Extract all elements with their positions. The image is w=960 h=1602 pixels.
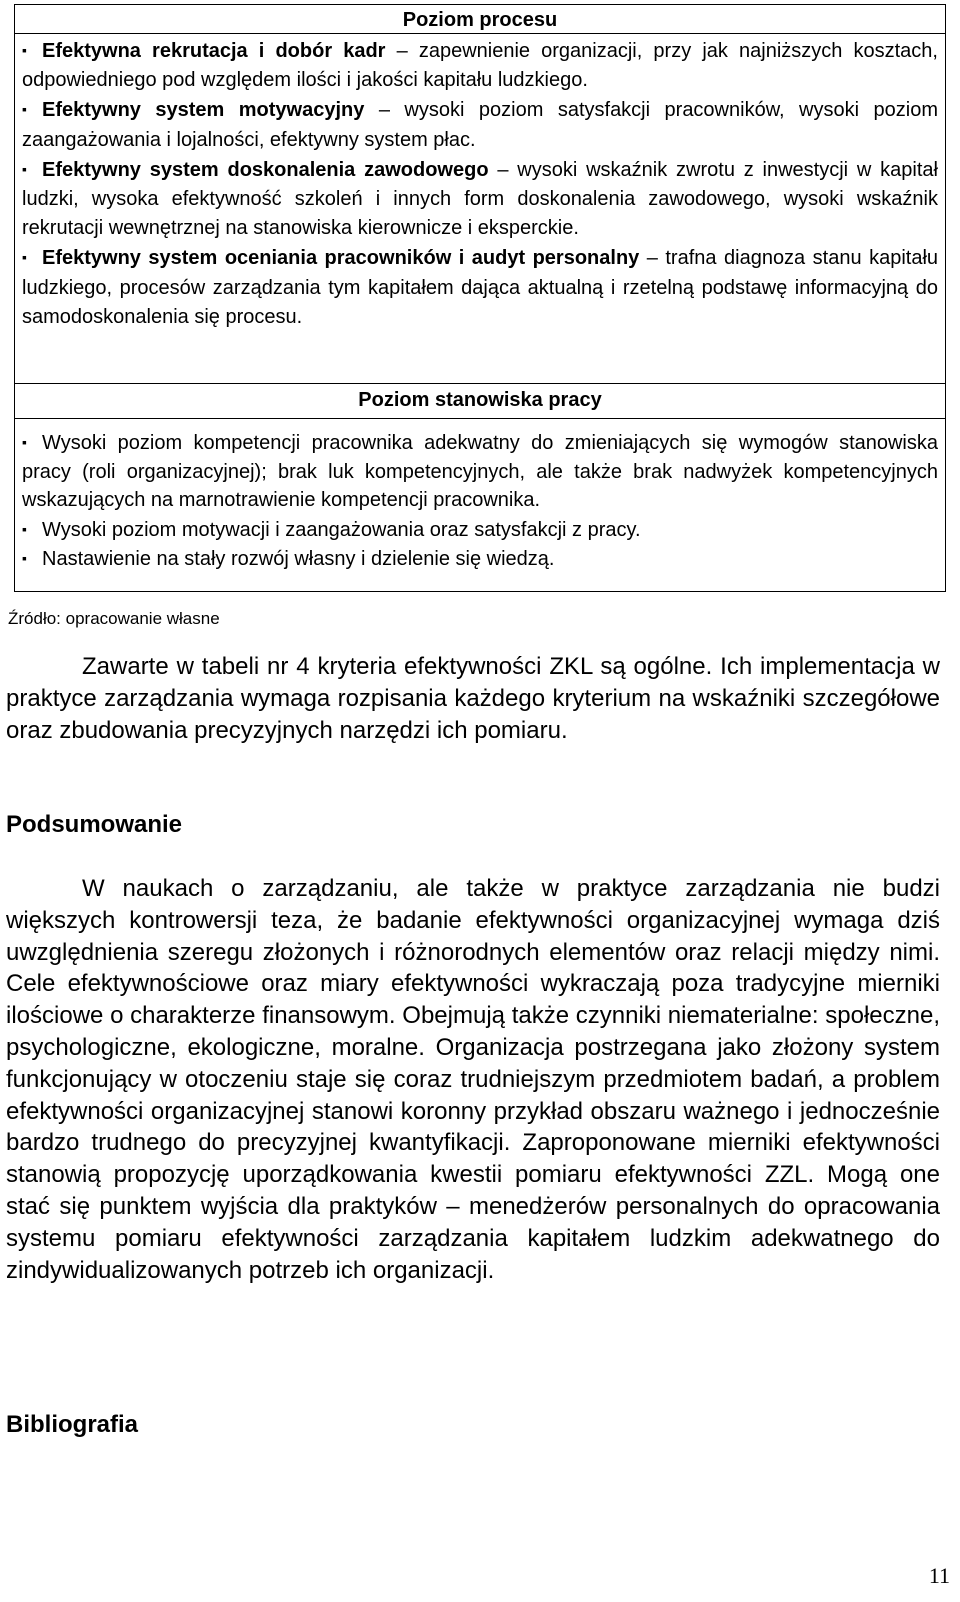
summary-paragraph: W naukach o zarządzaniu, ale także w praktyce zarządzania nie budzi większych kontrowersji teza, że badanie efektywności organizacyjnej wymaga dziś uwzględnienia szeregu złożonych i różnorodnych elementów oraz relacji między nimi. Cele efektywnościowe oraz miary efektywności wykraczają poza tradycyjne mierniki ilościowe o charakterze finansowym. Obejmują także czynniki niematerialne: społeczne, psychologiczne, ekologiczne, moralne. Organizacja postrzegana jako złożony system funkcjonujący w otoczeniu staje się coraz trudniejszym przedmiotem badań, a problem efektywności organizacyjnej stanowi koronny przykład obszaru ważnego i jednocześnie bardzo trudnego do precyzyjnej kwantyfikacji. Zaproponowane mierniki efektywności stanowią propozycję uporządkowania kwestii pomiaru efektywności ZZL. Mogą one stać się punktem wyjścia dla praktyków – menedżerów personalnych do opracowania systemu pomiaru efektywności zarządzania kapitałem ludzkim adekwatnego do zindywidualizowanych potrzeb ich organizacji. (6, 875, 940, 1284)
process-level-items (22, 36, 938, 332)
workplace-level-items (22, 428, 938, 574)
section-divider (14, 383, 946, 384)
bullet-icon: ▪ (22, 160, 27, 177)
item-text: – wysoki wskaźnik zwrotu z inwestycji w kapitał ludzki, wysoka efektywność szkoleń i innych form doskonalenia zawodowego, wysoki wskaźnik rekrutacji wewnętrznej na stanowiska kierownicze i eksperckie. (22, 158, 938, 240)
table-source: Źródło: opracowanie własne (8, 609, 220, 628)
header-divider (14, 33, 946, 34)
workplace-level-header: Poziom stanowiska pracy (358, 389, 602, 411)
item-text: – trafna diagnoza stanu kapitału ludzkiego, procesów zarządzania tym kapitałem dająca aktualną i rzetelną podstawę informacyjną do samodoskonalenia się procesu. (22, 247, 939, 328)
item-text: Nastawienie na stały rozwój własny i dzielenie się wiedzą. (42, 548, 555, 570)
body-paragraph: Zawarte w tabeli nr 4 kryteria efektywności ZKL są ogólne. Ich implementacja w praktyce zarządzania wymaga rozpisania każdego kryterium na wskaźniki szczegółowe oraz zbudowania precyzyjnych narzędzi ich pomiaru. (6, 653, 940, 744)
bullet-icon: ▪ (22, 520, 27, 537)
item-lead: Efektywny system oceniania pracowników i audyt personalny (42, 247, 640, 270)
bibliography-heading: Bibliografia (6, 1411, 139, 1438)
item-text: – wysoki poziom satysfakcji pracowników, wysoki poziom zaangażowania i lojalności, efektywny system płac. (22, 99, 938, 151)
bullet-icon: ▪ (22, 42, 27, 58)
header-divider (14, 418, 946, 419)
item-lead: Efektywna rekrutacja i dobór kadr (42, 40, 386, 62)
item-text: Wysoki poziom kompetencji pracownika adekwatny do zmieniających się wymogów stanowiska pracy (roli organizacyjnej); brak luk kompetencyjnych, ale także brak nadwyżek kompetencyjnych wskazujących na marnotrawienie kompetencji pracownika. (22, 432, 938, 511)
list-item (22, 155, 938, 244)
bullet-icon: ▪ (22, 434, 27, 450)
item-text: – zapewnienie organizacji, przy jak najniższych kosztach, odpowiedniego pod względem ilości i jakości kapitału ludzkiego. (22, 40, 938, 92)
page-number: 11 (928, 1563, 950, 1588)
list-item (22, 243, 938, 332)
list-item (22, 428, 938, 515)
summary-heading: Podsumowanie (6, 811, 183, 838)
item-text: Wysoki poziom motywacji i zaangażowania oraz satysfakcji z pracy. (42, 518, 641, 541)
bullet-icon: ▪ (22, 249, 27, 266)
item-lead: Efektywny system motywacyjny (42, 99, 365, 122)
list-item (22, 544, 938, 574)
list-item (22, 36, 938, 95)
item-lead: Efektywny system doskonalenia zawodowego (42, 158, 489, 181)
list-item (22, 515, 938, 545)
process-level-header: Poziom procesu (402, 9, 558, 31)
bullet-icon: ▪ (22, 101, 27, 118)
bullet-icon: ▪ (22, 550, 27, 566)
list-item (22, 95, 938, 154)
